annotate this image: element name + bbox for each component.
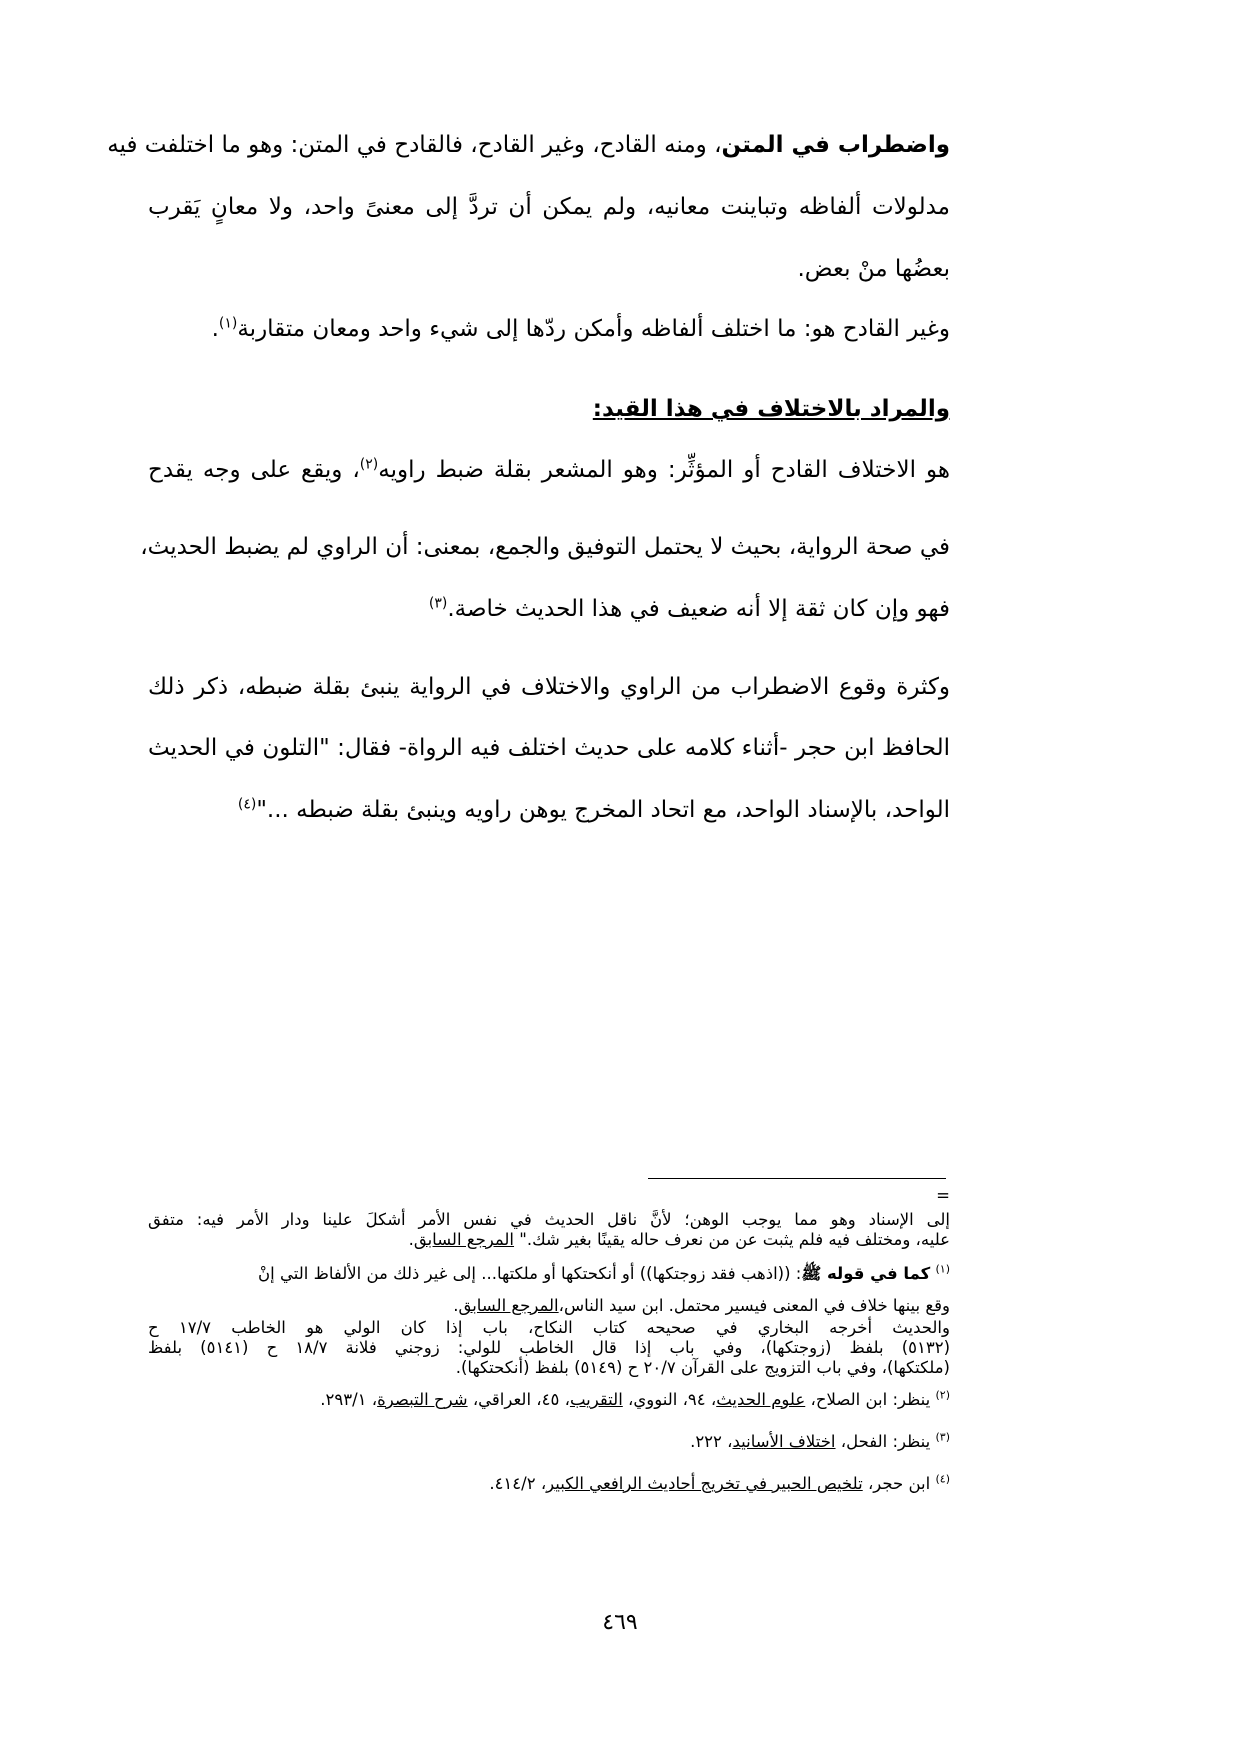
footnote-3-number: (٣): [935, 1430, 950, 1444]
footnote-2-text-e: ، ٤٥، العراقي،: [467, 1390, 570, 1409]
p3-line1a: هو الاختلاف القادح أو المؤثِّر: وهو المشعر بقلة ضبط راويه: [378, 457, 950, 483]
footnote-ref-4[interactable]: (٤): [237, 796, 257, 813]
p4-line3-text: الواحد، بالإسناد الواحد، مع اتحاد المخرج يوهن راويه وينبئ بقلة ضبطه ...": [256, 797, 950, 823]
footnote-ref-2[interactable]: (٢): [359, 456, 379, 473]
footnote-4: [489, 1474, 950, 1494]
footnote-2-title-3: شرح التبصرة: [377, 1390, 468, 1409]
footnote-1-source: المرجع السابق: [458, 1296, 559, 1315]
p1-line1: [107, 128, 950, 162]
footnote-continuation-line2: عليه، ومختلف فيه فلم يثبت عن من نعرف حاله يقينًا بغير شك." المرجع السابق.: [408, 1230, 950, 1249]
footnote-4-title: تلخيص الحبير في تخريج أحاديث الرافعي الكبير: [546, 1474, 863, 1493]
footnote-continuation-line1: إلى الإسناد وهو مما يوجب الوهن؛ لأنَّ ناقل الحديث في نفس الأمر أشكلَ علينا ودار الأمر فيه: متفق: [148, 1210, 950, 1229]
footnote-1-line3: والحديث أخرجه البخاري في صحيحه كتاب النكاح، باب إذا كان الولي هو الخاطب ١٧/٧ ح: [148, 1318, 950, 1337]
footnote-1-line1: [258, 1264, 950, 1284]
p1-line2: مدلولات ألفاظه وتباينت معانيه، ولم يمكن أن تردَّ إلى معنىً واحد، ولا معانٍ يَقرب: [148, 194, 950, 220]
footnote-separator: [648, 1178, 946, 1179]
footnote-2-number: (٢): [935, 1388, 950, 1402]
footnote-4-text-a: ابن حجر،: [862, 1474, 931, 1493]
footnote-source-link: المرجع السابق: [413, 1230, 515, 1249]
p4-line1: وكثرة وقوع الاضطراب من الراوي والاختلاف في الرواية ينبئ بقلة ضبطه، ذكر ذلك: [148, 674, 950, 700]
footnote-1-line2: وقع بينها خلاف في المعنى فيسير محتمل. ابن سيد الناس،المرجع السابق.: [453, 1296, 950, 1315]
footnote-1-line2-text: وقع بينها خلاف في المعنى فيسير محتمل. ابن سيد الناس،: [558, 1296, 950, 1315]
footnote-3-text-c: ، ٢٢٢.: [690, 1432, 733, 1451]
p3-line3-text: فهو وإن كان ثقة إلا أنه ضعيف في هذا الحديث خاصة.: [447, 596, 950, 622]
p2-text: وغير القادح هو: ما اختلف ألفاظه وأمكن ردّها إلى شيء واحد ومعان متقاربة: [237, 316, 950, 342]
p1-line3: بعضُها منْ بعض.: [797, 256, 950, 282]
p3-line1b: ، ويقع على وجه يقدح: [148, 457, 360, 483]
p2-line: [212, 312, 950, 346]
footnote-4-number: (٤): [935, 1472, 950, 1486]
footnote-continuation-text: عليه، ومختلف فيه فلم يثبت عن من نعرف حاله يقينًا بغير شك.": [519, 1230, 950, 1249]
footnote-1-text: : ((اذهب فقد زوجتكها)) أو أنكحتكها أو ملكتها... إلى غير ذلك من الألفاظ التي إنْ: [258, 1264, 802, 1283]
footnote-continuation-mark: =: [936, 1186, 950, 1205]
footnote-1-line4: (٥١٣٢) بلفظ (زوجتكها)، وفي باب إذا قال الخاطب للولي: زوجني فلانة ١٨/٧ ح (٥١٤١) بلفظ: [148, 1338, 951, 1357]
footnote-3-title: اختلاف الأسانيد: [732, 1432, 836, 1451]
p2-end: .: [211, 316, 219, 342]
footnote-1-number: (١): [935, 1262, 950, 1276]
footnote-2-title-1: علوم الحديث: [716, 1390, 806, 1409]
p3-line3: [429, 592, 950, 626]
p3-line2: في صحة الرواية، بحيث لا يحتمل التوفيق والجمع، بمعنى: أن الراوي لم يضبط الحديث،: [140, 534, 950, 560]
footnote-2-title-2: التقريب: [569, 1390, 623, 1409]
footnote-2: [320, 1390, 950, 1410]
p3-line1: [148, 453, 950, 487]
p1-lead-term: واضطراب في المتن: [721, 132, 950, 158]
p4-line3: [238, 793, 950, 827]
footnote-2-text-a: ينظر: ابن الصلاح،: [805, 1390, 931, 1409]
section-heading: والمراد بالاختلاف في هذا القيد:: [592, 396, 950, 422]
page-number: ٤٦٩: [602, 1610, 638, 1635]
footnote-1-lead: كما في قوله ﷺ: [801, 1264, 931, 1283]
footnote-3-text-a: ينظر: الفحل،: [835, 1432, 931, 1451]
footnote-3: [690, 1432, 950, 1452]
footnote-2-text-g: ، ٢٩٣/١.: [320, 1390, 378, 1409]
footnote-ref-1[interactable]: (١): [218, 315, 238, 332]
p1-line1-rest: ، ومنه القادح، وغير القادح، فالقادح في المتن: وهو ما اختلفت فيه: [107, 132, 722, 158]
footnote-4-text-c: ، ٤١٤/٢.: [489, 1474, 547, 1493]
p4-line2: الحافظ ابن حجر -أثناء كلامه على حديث اختلف فيه الرواة- فقال: "التلون في الحديث: [148, 735, 950, 761]
footnote-1-line5: (ملكتكها)، وفي باب التزويج على القرآن ٢٠/٧ ح (٥١٤٩) بلفظ (أنكحتكها).: [455, 1358, 950, 1377]
footnote-ref-3[interactable]: (٣): [428, 595, 448, 612]
footnote-2-text-c: ، ٩٤، النووي،: [622, 1390, 717, 1409]
